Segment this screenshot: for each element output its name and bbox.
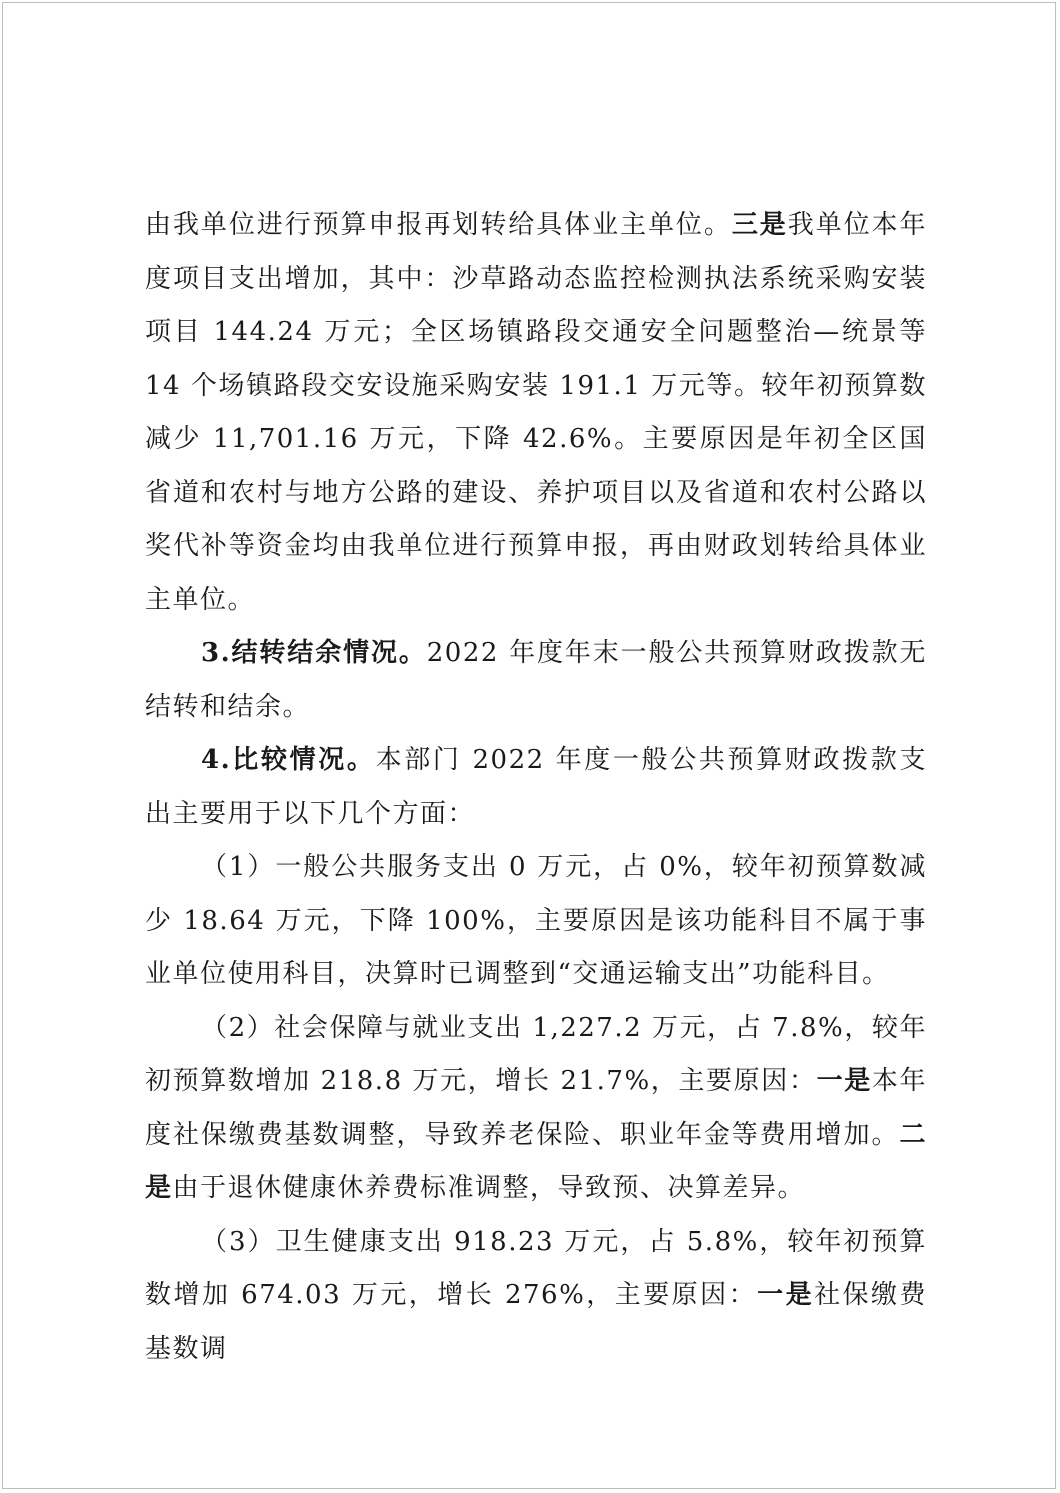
- paragraph-item-3: [145, 1216, 927, 1377]
- text-run: 由我单位进行预算申报再划转给具体业主单位。: [145, 210, 732, 240]
- text-run: （1）一般公共服务支出 0 万元，占 0%，较年初预算数减少 18.64 万元，下降 100%，主要原因是该功能科目不属于事业单位使用科目，决算时已调整到“交通运输支出”功能科目。: [145, 852, 927, 989]
- text-run: 2022 年度年末一般公共预算财政拨款无结转和结余。: [145, 638, 927, 722]
- bold-run: 一是: [757, 1280, 815, 1310]
- paragraph-item-2: [145, 1002, 927, 1216]
- paragraph-item-1: [145, 841, 927, 1002]
- section-heading: 4.比较情况。: [201, 745, 376, 775]
- document-page: [2, 2, 1056, 1489]
- text-run: 社保缴费基数调: [145, 1280, 927, 1364]
- text-run: 本年度社保缴费基数调整，导致养老保险、职业年金等费用增加。: [145, 1066, 927, 1150]
- bold-run: 一是: [816, 1066, 872, 1096]
- paragraph-comparison: [145, 734, 927, 841]
- document-body: [145, 199, 927, 1376]
- text-run: 本部门 2022 年度一般公共预算财政拨款支出主要用于以下几个方面：: [145, 745, 927, 829]
- text-run: 我单位本年度项目支出增加，其中：沙草路动态监控检测执法系统采购安装项目 144.24 万元；全区场镇路段交通安全问题整治—统景等 14 个场镇路段交安设施采购安装 191.1 万元等。较年初预算数减少 11,701.16 万元，下降 42.6%。主要原因是年初全区国省道和农村与地方公路的建设、养护项目以及省道和农村公路以奖代补等资金均由我单位进行预算申报，再由财政划转给具体业主单位。: [145, 210, 927, 615]
- text-run: （3）卫生健康支出 918.23 万元，占 5.8%，较年初预算数增加 674.03 万元，增长 276%，主要原因：: [145, 1226, 927, 1310]
- paragraph-carryover: [145, 627, 927, 734]
- text-run: （2）社会保障与就业支出 1,227.2 万元，占 7.8%，较年初预算数增加 218.8 万元，增长 21.7%，主要原因：: [145, 1012, 927, 1096]
- bold-run: 三是: [731, 210, 788, 240]
- text-run: 由于退休健康休养费标准调整，导致预、决算差异。: [172, 1173, 806, 1203]
- paragraph-budget-reasons: [145, 199, 927, 627]
- section-heading: 3.结转结余情况。: [201, 638, 427, 668]
- bold-run: 二是: [145, 1119, 927, 1203]
